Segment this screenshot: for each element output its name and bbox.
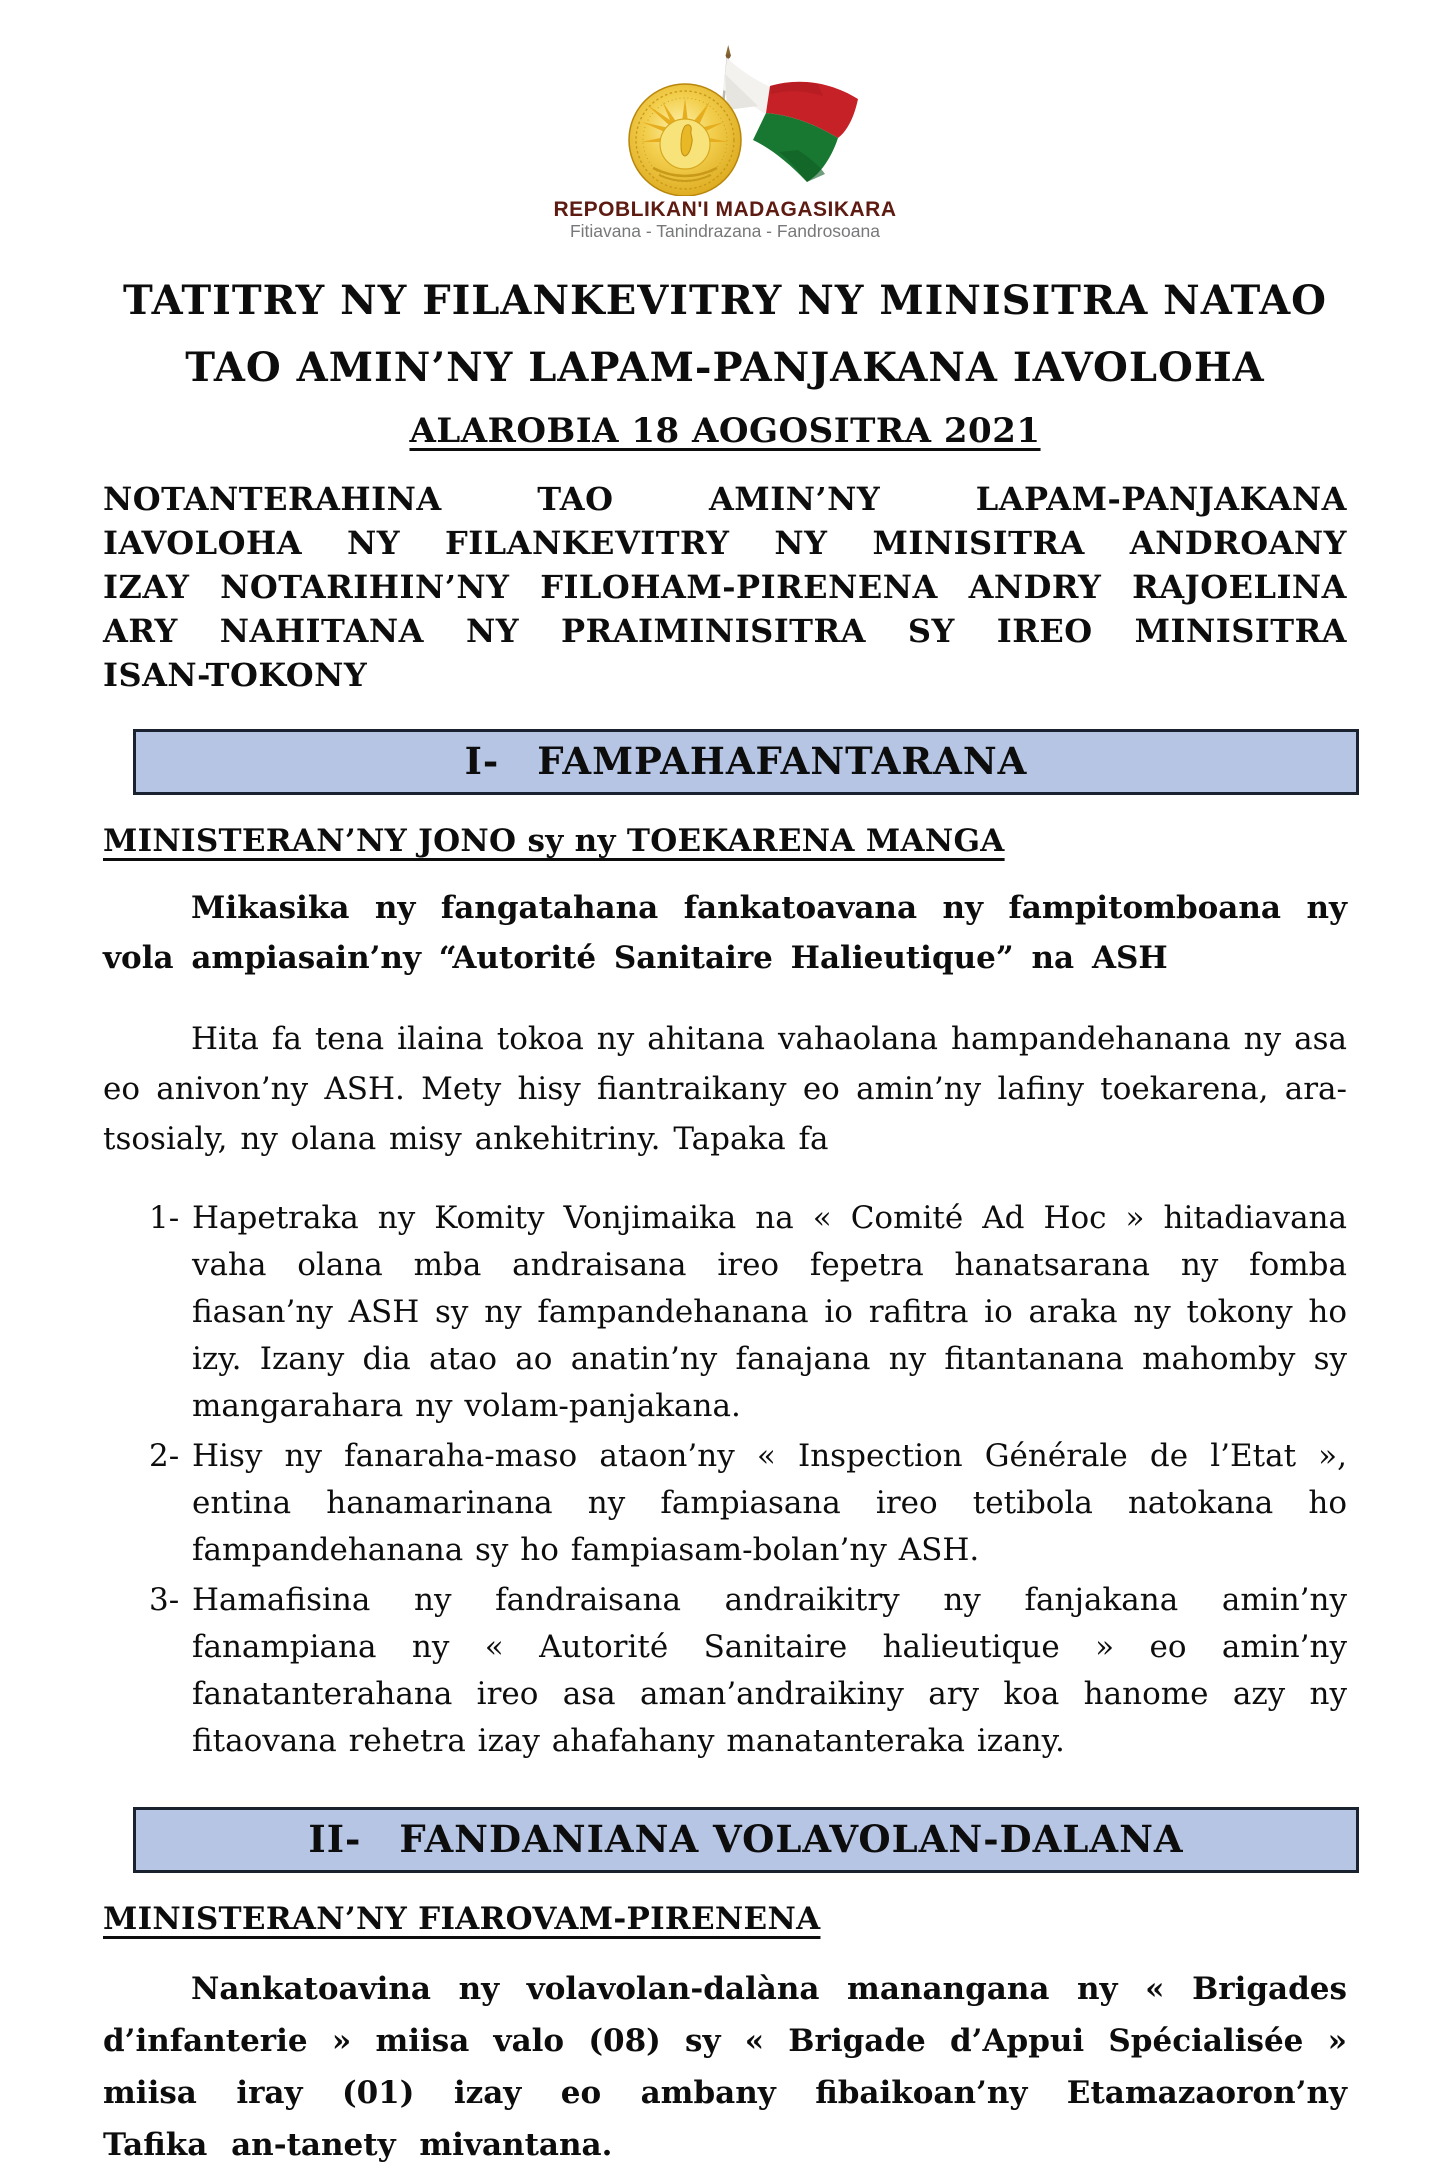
- list-item-2-text: Hisy ny fanaraha-maso ataon’ny « Inspection Générale de l’Etat », entina hanamarinana ny fampiasana ireo tetibola natokana ho fampandehanana sy ho fampiasam-bolan’ny ASH.: [192, 1437, 1347, 1568]
- section-1-body-paragraph: Hita fa tena ilaina tokoa ny ahitana vahaolana hampandehanana ny asa eo anivon’ny ASH. Mety hisy fiantraikany eo amin’ny lafiny toekarena, ara-tsosialy, ny olana misy ankehitriny. Tapaka fa: [103, 1020, 1347, 1157]
- section-1-lead-paragraph: Mikasika ny fangatahana fankatoavana ny fampitomboana ny vola ampiasain’ny “Autorité Sanitaire Halieutique” na ASH: [103, 889, 1347, 976]
- section-1-heading: FAMPAHAFANTARANA: [537, 738, 1028, 783]
- flag-icon: [723, 58, 858, 182]
- section-1-banner: [133, 729, 1359, 795]
- country-name: REPOBLIKAN'I MADAGASIKARA: [553, 198, 897, 221]
- title-line-1: TATITRY NY FILANKEVITRY NY MINISITRA NATAO: [122, 276, 1328, 324]
- list-item-1: [103, 1195, 1347, 1430]
- list-item-1-marker: 1-: [149, 1199, 180, 1236]
- national-motto: Fitiavana - Tanindrazana - Fandrosoana: [569, 221, 880, 241]
- list-item-1-text: Hapetraka ny Komity Vonjimaika na « Comité Ad Hoc » hitadiavana vaha olana mba andraisana ireo fepetra hanatsarana ny fomba fiasan’ny ASH sy ny fampandehanana io rafitra io araka ny tokony ho izy. Izany dia atao ao anatin’ny fanajana ny fitantanana mahomby sy mangarahara ny volam-panjakana.: [192, 1199, 1347, 1424]
- list-item-3: [103, 1577, 1347, 1765]
- decision-list: [103, 1195, 1347, 1765]
- intro-paragraph: NOTANTERAHINA TAO AMIN’NY LAPAM-PANJAKANA IAVOLOHA NY FILANKEVITRY NY MINISITRA ANDROANY IZAY NOTARIHIN’NY FILOHAM-PIRENENA ANDRY RAJOELINA ARY NAHITANA NY PRAIMINISITRA SY IREO MINISITRA ISAN-TOKONY: [103, 479, 1347, 694]
- document-title: [103, 267, 1347, 401]
- section-2-heading: FANDANIANA VOLAVOLAN-DALANA: [399, 1816, 1184, 1861]
- seal-icon: [629, 84, 741, 196]
- list-item-2: [103, 1433, 1347, 1574]
- ministry-heading-1: MINISTERAN’NY JONO sy ny TOEKARENA MANGA: [103, 822, 1005, 859]
- section-2-lead-paragraph: Nankatoavina ny volavolan-dalàna manangana ny « Brigades d’infanterie » miisa valo (08) sy « Brigade d’Appui Spécialisée » miisa iray (01) izay eo ambany fibaikoan’ny Etamazaoron’ny Tafika an-tanety mivantana.: [103, 1970, 1347, 2163]
- document-date: [103, 411, 1347, 451]
- title-line-2: TAO AMIN’NY LAPAM-PANJAKANA IAVOLOHA: [185, 343, 1265, 391]
- section-1-number: I-: [464, 738, 500, 783]
- list-item-3-text: Hamafisina ny fandraisana andraikitry ny fanjakana amin’ny fanampiana ny « Autorité Sanitaire halieutique » eo amin’ny fanatanterahana ireo asa aman’andraikiny ary koa hanome azy ny fitaovana rehetra izay ahafahany manatanteraka izany.: [192, 1581, 1347, 1759]
- ministry-heading-2: MINISTERAN’NY FIAROVAM-PIRENENA: [103, 1900, 821, 1937]
- list-item-3-marker: 3-: [149, 1581, 180, 1618]
- national-emblem: [103, 44, 1347, 241]
- section-2-banner: [133, 1807, 1359, 1873]
- list-item-2-marker: 2-: [149, 1437, 180, 1474]
- madagascar-emblem-icon: [565, 44, 885, 196]
- section-2-number: II-: [308, 1816, 362, 1861]
- date-text: ALAROBIA 18 AOGOSITRA 2021: [409, 410, 1041, 451]
